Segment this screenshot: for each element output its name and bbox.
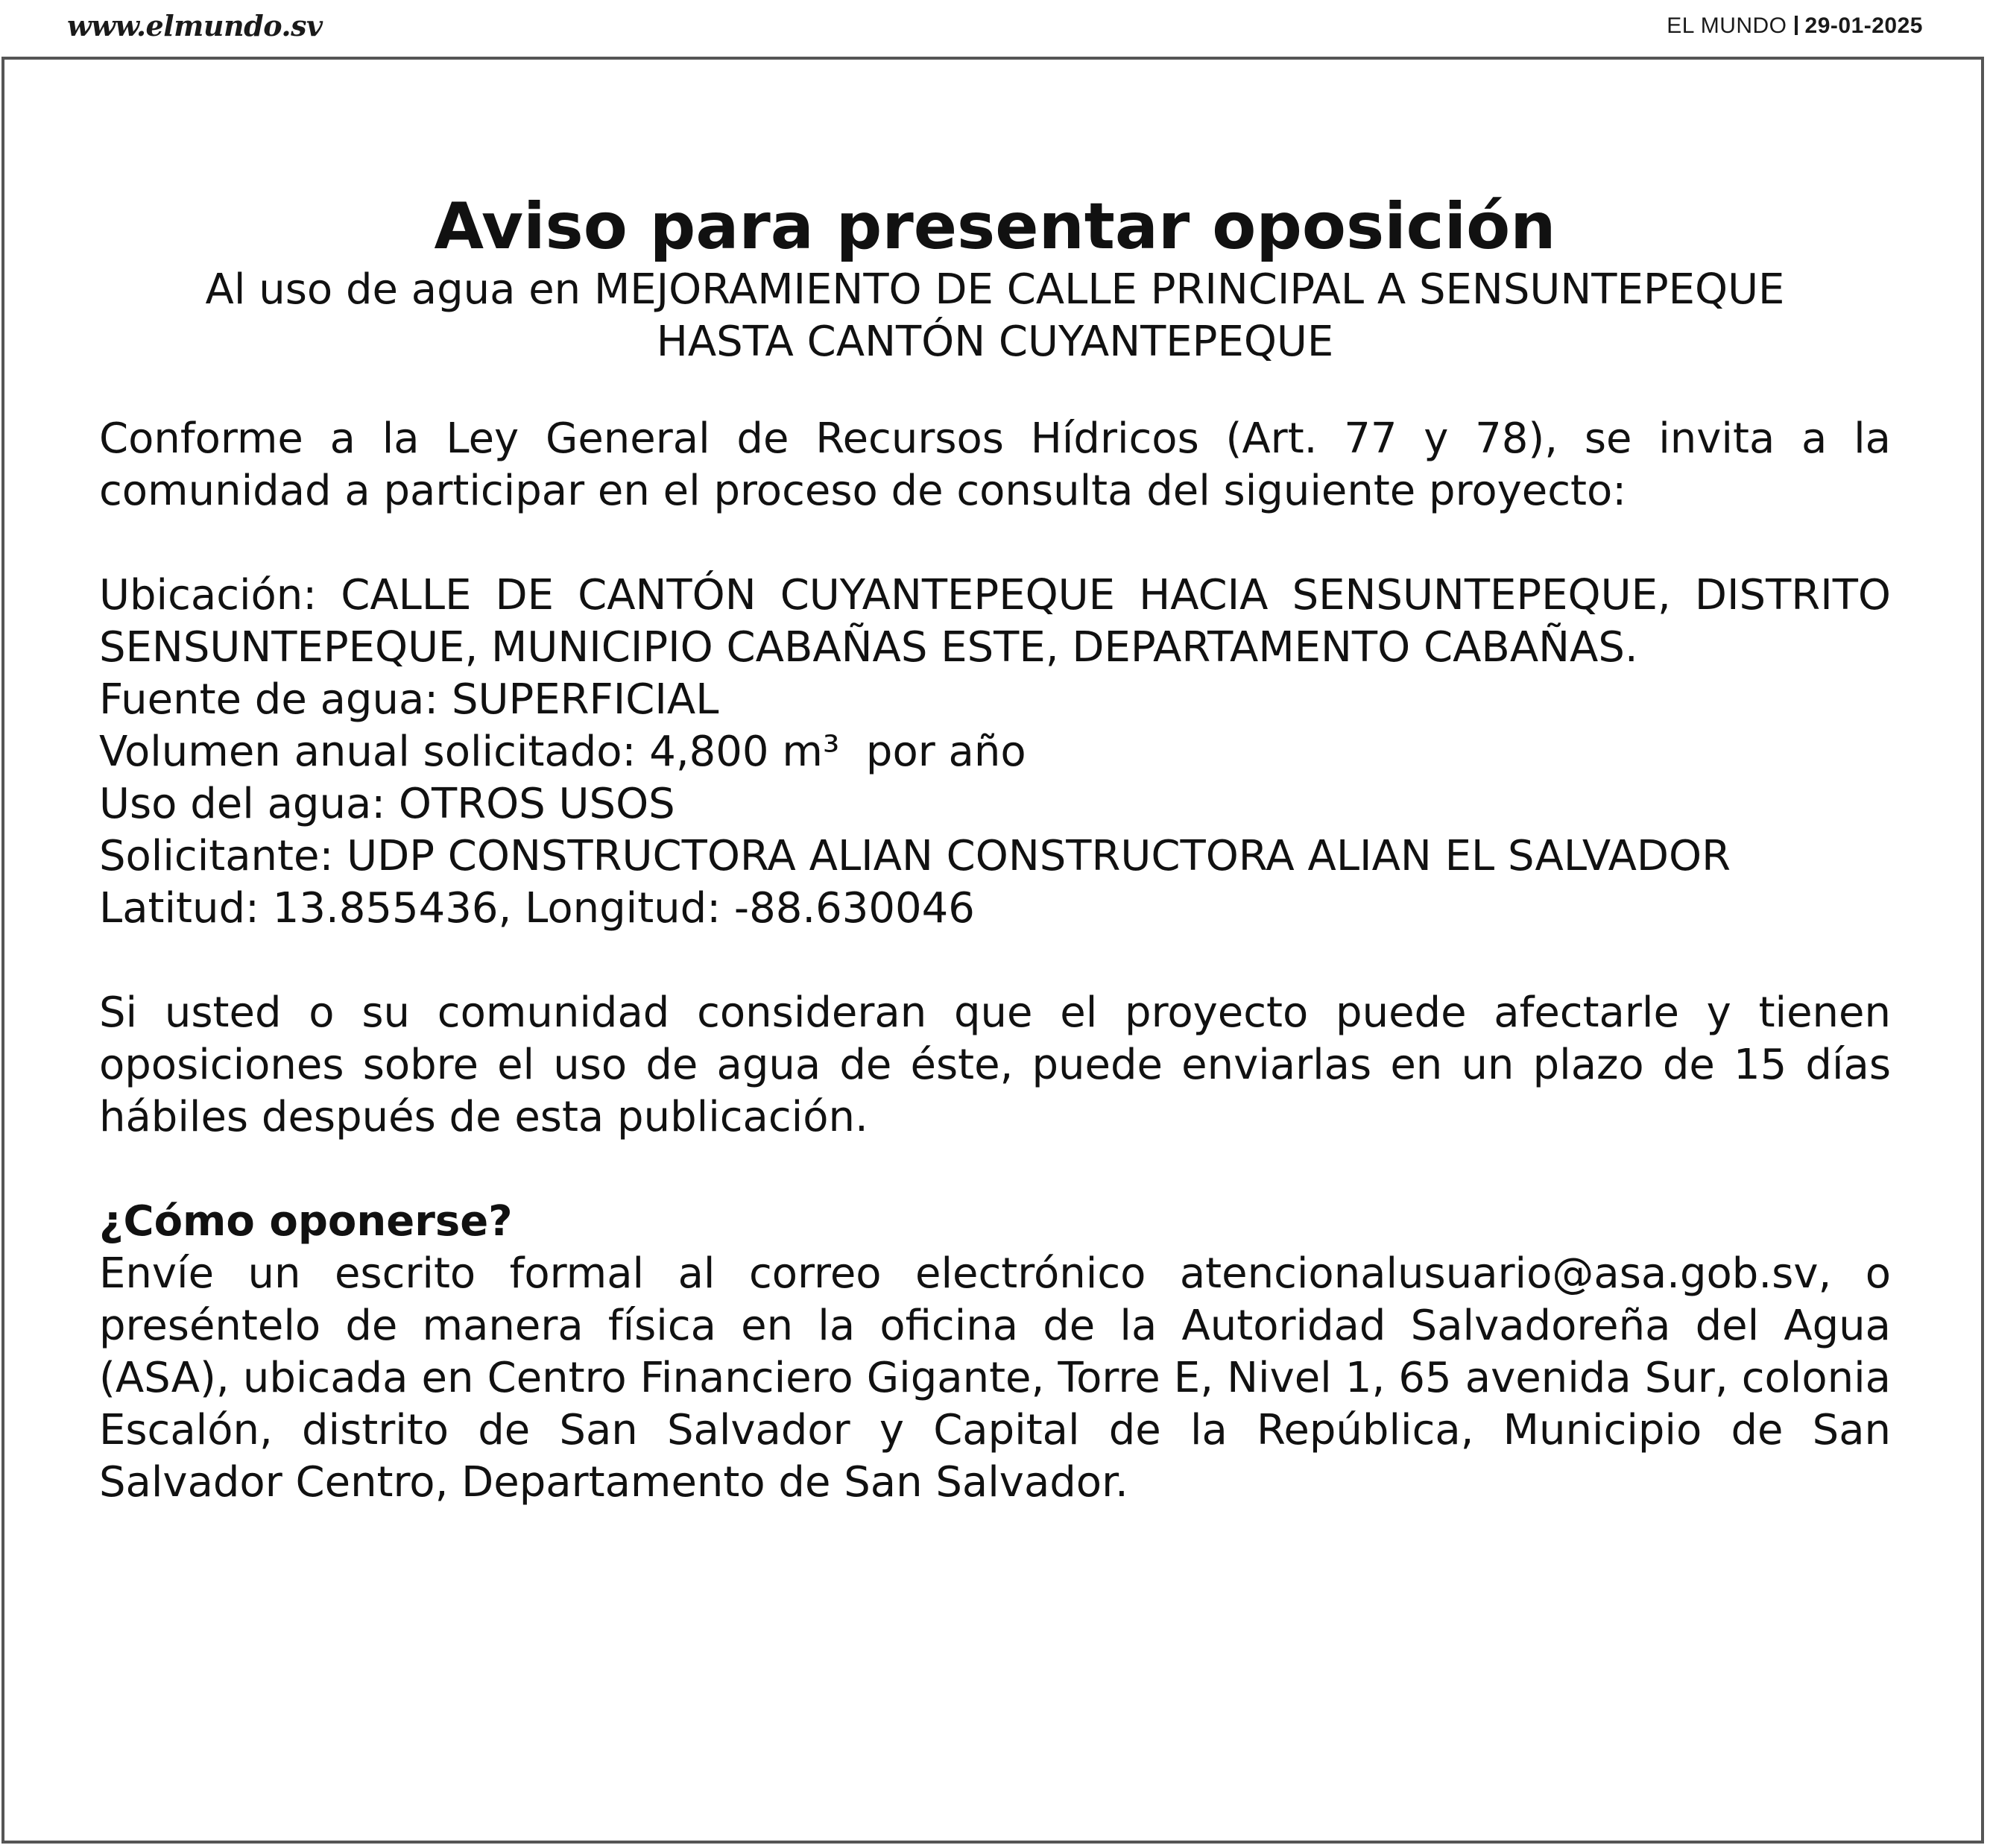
notice-title: Aviso para presentar oposición [434,189,1556,264]
paper-name: EL MUNDO [1667,13,1787,38]
page-header [0,0,1990,55]
spacer [99,368,1891,413]
plazo-paragraph: Si usted o su comunidad consideran que el proyecto puede afectarle y tienen oposiciones sobre el uso de agua de éste, puede enviarlas en un plazo de 15 días hábiles después de esta publicación. [99,988,1891,1141]
spacer [99,1144,1891,1196]
spacer [99,517,1891,570]
coordenadas-field: Latitud: 13.855436, Longitud: -88.630046 [99,883,975,933]
site-url[interactable]: www.elmundo.sv [67,9,323,42]
fuente-field: Fuente de agua: SUPERFICIAL [99,675,719,724]
notice-subtitle-line2: HASTA CANTÓN CUYANTEPEQUE [656,317,1334,366]
intro-paragraph: Conforme a la Ley General de Recursos Hídricos (Art. 77 y 78), se invita a la comunidad a participar en el proceso de consulta del siguiente proyecto: [99,414,1891,515]
como-oponerse-heading: ¿Cómo oponerse? [99,1196,513,1246]
uso-field: Uso del agua: OTROS USOS [99,779,675,828]
notice-subtitle-line1: Al uso de agua en MEJORAMIENTO DE CALLE PRINCIPAL A SENSUNTEPEQUE [205,265,1785,314]
publication-date: 29-01-2025 [1804,13,1923,38]
notice-content [99,190,1891,1509]
solicitante-field: Solicitante: UDP CONSTRUCTORA ALIAN CONSTRUCTORA ALIAN EL SALVADOR [99,831,1731,880]
masthead [1667,13,1923,39]
ubicacion-field: Ubicación: CALLE DE CANTÓN CUYANTEPEQUE HACIA SENSUNTEPEQUE, DISTRITO SENSUNTEPEQUE, MUNICIPIO CABAÑAS ESTE, DEPARTAMENTO CABAÑAS. [99,570,1891,672]
separator-bar [1795,16,1798,35]
spacer [99,935,1891,987]
como-oponerse-body: Envíe un escrito formal al correo electrónico atencionalusuario@asa.gob.sv, o preséntelo de manera física en la oficina de la Autoridad Salvadoreña del Agua (ASA), ubicada en Centro Financiero Gigante, Torre E, Nivel 1, 65 avenida Sur, colonia Escalón, distrito de San Salvador y Capital de la República, Municipio de San Salvador Centro, Departamento de San Salvador. [99,1249,1891,1507]
volumen-field: Volumen anual solicitado: 4,800 m³ por año [99,727,1026,776]
